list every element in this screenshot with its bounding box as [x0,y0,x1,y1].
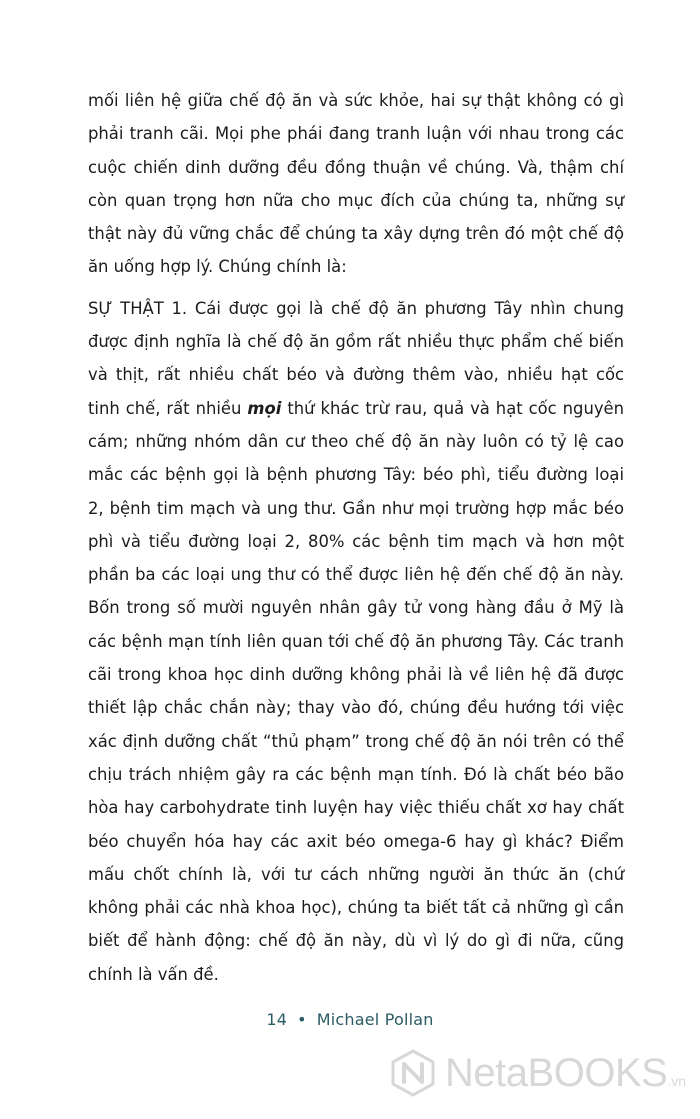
page-body [88,84,624,991]
author-name: Michael Pollan [316,1010,434,1029]
footer-separator: • [297,1010,307,1029]
fact-1-emphasis: mọi [247,398,282,418]
watermark-brand: NetaBOOKS [445,1050,668,1095]
watermark-suffix: .vn [667,1073,686,1089]
netabooks-logo-icon [389,1049,437,1097]
paragraph-fact-1 [88,292,624,991]
fact-1-text-end: thứ khác trừ rau, quả và hạt cốc nguyên cám; những nhóm dân cư theo chế độ ăn này luôn có tỷ lệ cao mắc các bệnh gọi là bệnh phương Tây: béo phì, tiểu đường loại 2, bệnh tim mạch và ung thư. Gần như mọi trường hợp mắc béo phì và tiểu đường loại 2, 80% các bệnh tim mạch và hơn một phần ba các loại ung thư có thể được liên hệ đến chế độ ăn này. Bốn trong số mười nguyên nhân gây tử vong hàng đầu ở Mỹ là các bệnh mạn tính liên quan tới chế độ ăn phương Tây. Các tranh cãi trong khoa học dinh dưỡng không phải là về liên hệ đã được thiết lập chắc chắn này; thay vào đó, chúng đều hướng tới việc xác định dưỡng chất “thủ phạm” trong chế độ ăn nói trên có thể chịu trách nhiệm gây ra các bệnh mạn tính. Đó là chất béo bão hòa hay carbohydrate tinh luyện hay việc thiếu chất xơ hay chất béo chuyển hóa hay các axit béo omega-6 hay gì khác? Điểm mấu chốt chính là, với tư cách những người ăn thức ăn (chứ không phải các nhà khoa học), chúng ta biết tất cả những gì cần biết để hành động: chế độ ăn này, dù vì lý do gì đi nữa, cũng chính là vấn đề. [88,398,625,984]
page-footer [0,1010,700,1029]
paragraph-intro: mối liên hệ giữa chế độ ăn và sức khỏe, hai sự thật không có gì phải tranh cãi. Mọi phe phái đang tranh luận với nhau trong các cuộc chiến dinh dưỡng đều đồng thuận về chúng. Và, thậm chí còn quan trọng hơn nữa cho mục đích của chúng ta, những sự thật này đủ vững chắc để chúng ta xây dựng trên đó một chế độ ăn uống hợp lý. Chúng chính là: [88,91,624,277]
watermark [389,1049,686,1097]
fact-1-text-start: SỰ THẬT 1. Cái được gọi là chế độ ăn phương Tây nhìn chung được định nghĩa là chế độ ăn gồm rất nhiều thực phẩm chế biến và thịt, rất nhiều chất béo và đường thêm vào, nhiều hạt cốc tinh chế, rất nhiều [88,298,624,418]
page-number: 14 [266,1010,288,1029]
